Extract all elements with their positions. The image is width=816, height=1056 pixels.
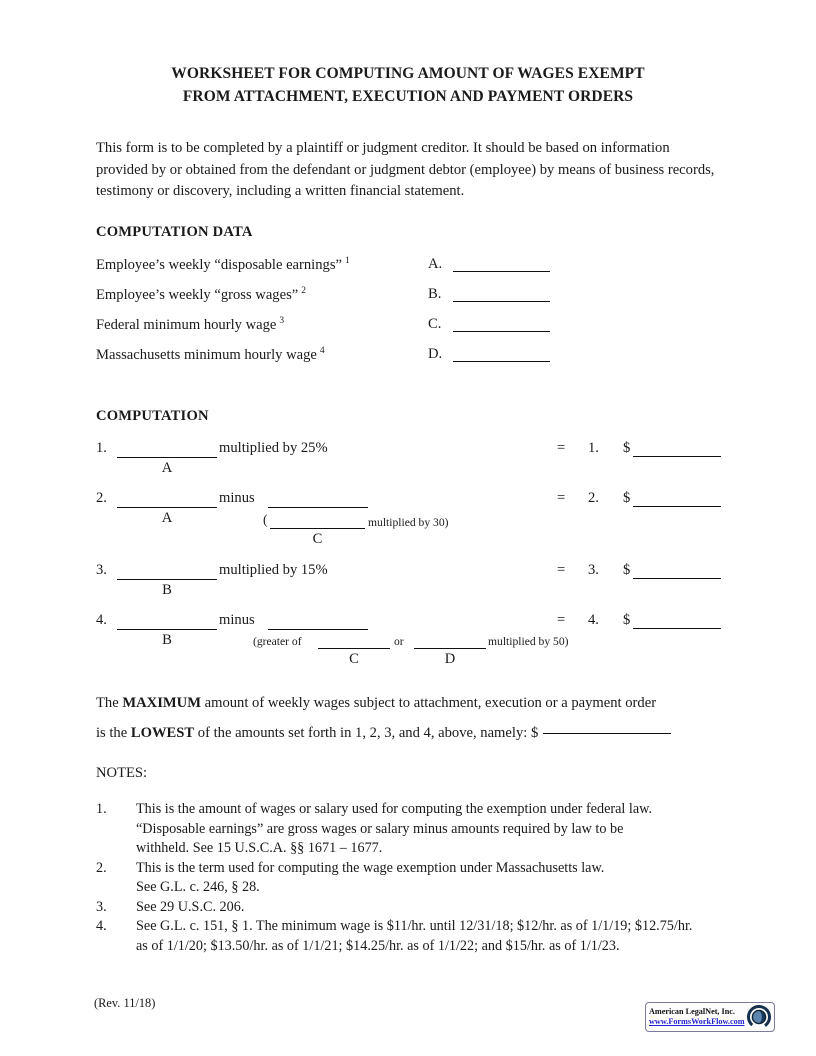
data-row-c bbox=[96, 316, 736, 338]
row-4-blank-b-letter: B bbox=[162, 632, 172, 648]
computation-data-heading: COMPUTATION DATA bbox=[96, 224, 253, 240]
maximum-amount-paragraph bbox=[96, 688, 728, 748]
row-2-equals: = bbox=[557, 490, 566, 506]
note-3-number: 3. bbox=[96, 898, 107, 915]
data-row-a-letter: A. bbox=[428, 256, 443, 272]
page-title bbox=[96, 62, 720, 108]
logo-company-name: American LegalNet, Inc. bbox=[649, 1006, 735, 1016]
row-4-operation-text: minus bbox=[219, 612, 255, 628]
note-item-3 bbox=[96, 898, 736, 918]
note-1-line-2: “Disposable earnings” are gross wages or salary minus amounts required by law to be bbox=[136, 820, 624, 837]
row-3-result-number: 3. bbox=[588, 562, 599, 578]
row-3-blank-b[interactable] bbox=[117, 579, 217, 580]
data-row-b bbox=[96, 286, 736, 308]
note-1-line-1: This is the amount of wages or salary used for computing the exemption under federal law. bbox=[136, 801, 652, 817]
row-4-sub-blank-d-letter: D bbox=[444, 651, 456, 667]
row-2-blank-b[interactable] bbox=[268, 507, 368, 508]
footnote-marker-2: 2 bbox=[301, 286, 306, 296]
row-3-blank-b-letter: B bbox=[162, 582, 172, 598]
note-item-1 bbox=[96, 800, 736, 859]
max-part-3: is the bbox=[96, 725, 131, 741]
row-1-number: 1. bbox=[96, 440, 107, 456]
row-4-blank-b[interactable] bbox=[117, 629, 217, 630]
note-3-line-1: See 29 U.S.C. 206. bbox=[136, 898, 245, 915]
row-4-equals: = bbox=[557, 612, 566, 628]
row-2-blank-a[interactable] bbox=[117, 507, 217, 508]
max-part-2: amount of weekly wages subject to attachment, execution or a payment order bbox=[200, 695, 657, 711]
note-2-line-2: See G.L. c. 246, § 28. bbox=[136, 879, 260, 895]
data-row-c-letter: C. bbox=[428, 316, 442, 332]
row-4-result-input[interactable] bbox=[633, 628, 721, 629]
row-1-equals: = bbox=[557, 440, 566, 456]
data-row-d-letter: D. bbox=[428, 346, 443, 362]
data-row-b-input[interactable] bbox=[453, 301, 550, 302]
revision-label: (Rev. 11/18) bbox=[94, 996, 156, 1010]
footnote-marker-1: 1 bbox=[345, 256, 350, 266]
logo-text-group bbox=[649, 1007, 747, 1028]
row-4-multiplied-text: multiplied by 50) bbox=[488, 635, 569, 648]
row-3-operation-text: multiplied by 15% bbox=[219, 562, 328, 578]
computation-row-1 bbox=[96, 440, 726, 478]
row-1-dollar-sign: $ bbox=[623, 440, 631, 456]
row-2-operation-text: minus bbox=[219, 490, 255, 506]
row-2-open-paren: ( bbox=[263, 512, 268, 527]
max-bold-maximum: MAXIMUM bbox=[122, 695, 201, 711]
note-4-number: 4. bbox=[96, 918, 107, 934]
row-2-sub-blank-c[interactable] bbox=[270, 528, 365, 529]
row-4-greater-of-text: (greater of bbox=[253, 635, 302, 648]
notes-list bbox=[96, 800, 736, 956]
row-4-result-number: 4. bbox=[588, 612, 599, 628]
row-2-sub-blank-c-letter: C bbox=[312, 531, 323, 547]
note-item-2 bbox=[96, 859, 736, 898]
row-4-or-text: or bbox=[394, 635, 404, 648]
note-item-4 bbox=[96, 917, 736, 956]
intro-paragraph: This form is to be completed by a plaintiff or judgment creditor. It should be based on information provided by or obtained from the defendant or judgment debtor (employee) by means of business records, testimony or discovery, including a written financial statement. bbox=[96, 140, 715, 199]
row-3-dollar-sign: $ bbox=[623, 562, 631, 578]
american-legalnet-logo[interactable] bbox=[645, 1002, 775, 1032]
note-1-line-3: withheld. See 15 U.S.C.A. §§ 1671 – 1677. bbox=[136, 840, 383, 856]
data-row-b-label: Employee’s weekly “gross wages” $^2$ bbox=[96, 286, 306, 303]
note-2-number: 2. bbox=[96, 859, 107, 876]
row-2-dollar-sign: $ bbox=[623, 490, 631, 506]
data-row-a-input[interactable] bbox=[453, 271, 550, 272]
computation-row-2 bbox=[96, 490, 726, 550]
computation-row-4 bbox=[96, 612, 726, 672]
row-3-equals: = bbox=[557, 562, 566, 578]
title-line-2: FROM ATTACHMENT, EXECUTION AND PAYMENT ORDERS bbox=[182, 88, 634, 105]
row-1-result-input[interactable] bbox=[633, 456, 721, 457]
data-row-b-letter: B. bbox=[428, 286, 442, 302]
row-2-blank-a-letter: A bbox=[161, 510, 173, 526]
row-3-result-input[interactable] bbox=[633, 578, 721, 579]
title-line-1: WORKSHEET FOR COMPUTING AMOUNT OF WAGES EXEMPT bbox=[171, 65, 645, 82]
data-row-c-label: Federal minimum hourly wage $^3$ bbox=[96, 316, 285, 333]
data-row-a-label: Employee’s weekly “disposable earnings” $^1$ bbox=[96, 256, 350, 273]
note-4-line-2: as of 1/1/20; $13.50/hr. as of 1/1/21; $14.25/hr. as of 1/1/22; and $15/hr. as of 1/1/23. bbox=[136, 937, 620, 954]
row-1-blank-a-letter: A bbox=[161, 460, 173, 476]
row-1-result-number: 1. bbox=[588, 440, 599, 456]
globe-swirl-icon bbox=[747, 1005, 771, 1029]
row-4-sub-blank-c[interactable] bbox=[318, 648, 390, 649]
note-2-line-1: This is the term used for computing the wage exemption under Massachusetts law. bbox=[136, 859, 605, 876]
row-2-sub-text: multiplied by 30) bbox=[368, 516, 449, 529]
logo-website-link[interactable]: www.FormsWorkFlow.com bbox=[649, 1017, 745, 1026]
maximum-amount-input[interactable] bbox=[543, 733, 671, 734]
row-4-number: 4. bbox=[96, 612, 107, 628]
row-3-number: 3. bbox=[96, 562, 107, 578]
note-4-line-1: See G.L. c. 151, § 1. The minimum wage is $11/hr. until 12/31/18; $12/hr. as of 1/1/19; $12.75/hr. bbox=[136, 918, 693, 934]
data-row-a bbox=[96, 256, 736, 278]
computation-heading: COMPUTATION bbox=[96, 408, 209, 424]
row-2-result-input[interactable] bbox=[633, 506, 721, 507]
row-2-result-number: 2. bbox=[588, 490, 599, 506]
max-bold-lowest: LOWEST bbox=[130, 725, 195, 741]
row-4-blank-sub[interactable] bbox=[268, 629, 368, 630]
data-row-c-input[interactable] bbox=[453, 331, 550, 332]
row-4-dollar-sign: $ bbox=[623, 612, 631, 628]
data-row-d bbox=[96, 346, 736, 368]
row-1-operation-text: multiplied by 25% bbox=[219, 440, 328, 456]
row-2-number: 2. bbox=[96, 490, 107, 506]
max-part-4: of the amounts set forth in 1, 2, 3, and 4, above, namely: $ bbox=[194, 725, 539, 741]
data-row-d-input[interactable] bbox=[453, 361, 550, 362]
footnote-marker-4: 4 bbox=[319, 346, 325, 356]
row-4-sub-blank-c-letter: C bbox=[349, 651, 359, 667]
data-row-d-label: Massachusetts minimum hourly wage $^4$ bbox=[96, 346, 325, 363]
footnote-marker-3: 3 bbox=[279, 316, 285, 326]
row-4-sub-blank-d[interactable] bbox=[414, 648, 486, 649]
computation-row-3 bbox=[96, 562, 726, 600]
row-1-blank-a[interactable] bbox=[117, 457, 217, 458]
max-part-1: The bbox=[96, 695, 123, 711]
notes-heading: NOTES: bbox=[96, 765, 148, 781]
note-1-number: 1. bbox=[96, 801, 107, 817]
